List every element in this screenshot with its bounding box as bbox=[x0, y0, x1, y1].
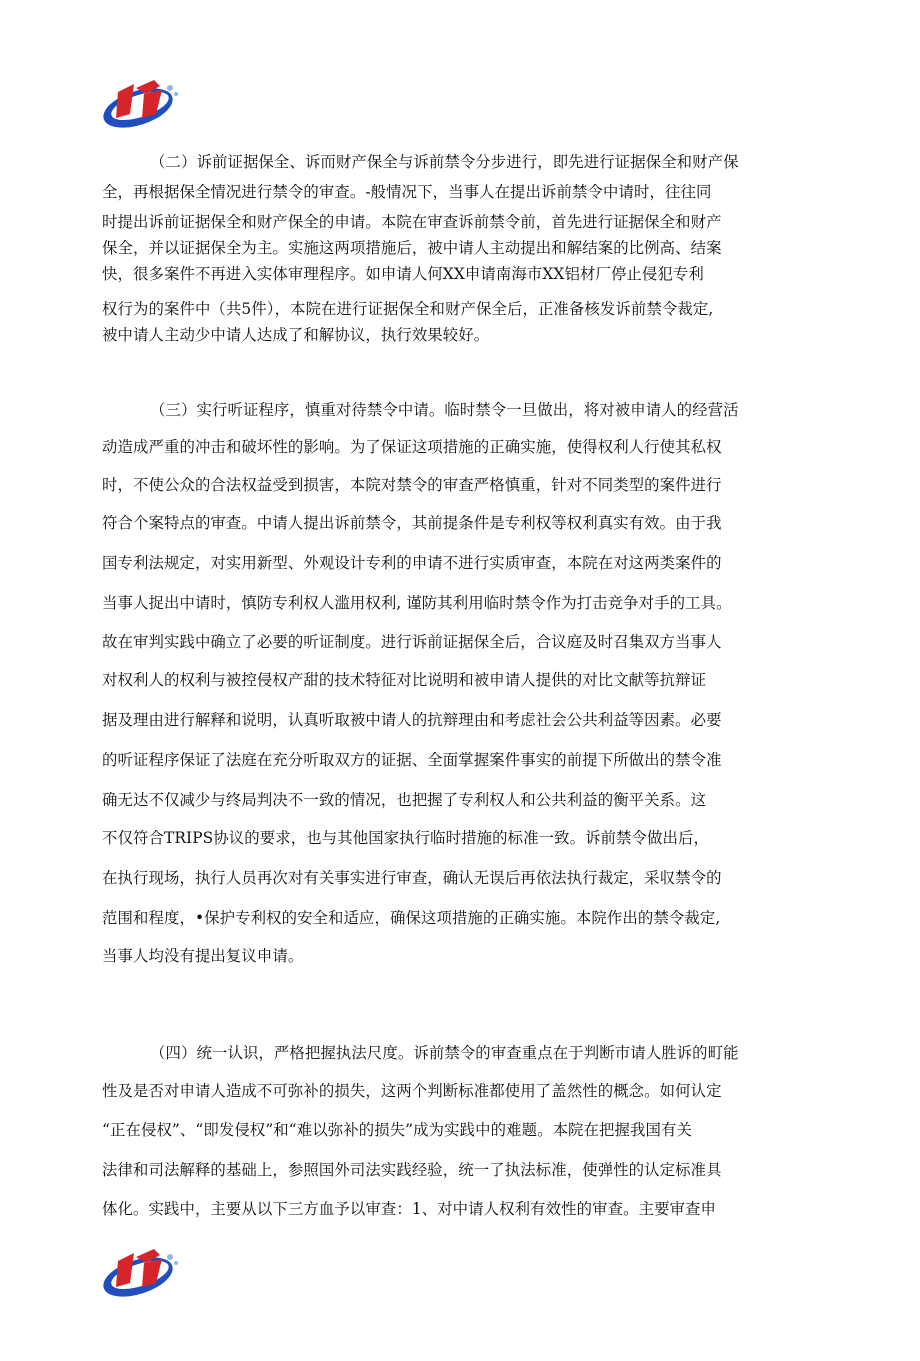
law-logo-bottom-icon bbox=[100, 1243, 184, 1299]
paragraph-3-line-12: 不仅符合TRIPS协议的要求，也与其他国家执行临时措施的标准一致。诉前禁令做出后， bbox=[102, 829, 709, 847]
paragraph-2-line-2: 全，再根据保全情况进行禁令的审查。-般情况下，当事人在提出诉前禁令中请时，往往同 bbox=[102, 183, 712, 201]
paragraph-3-line-8: 对权利人的权利与被控侵权产甜的技术特征对比说明和被申请人提供的对比文献等抗辩证 bbox=[102, 671, 707, 689]
paragraph-4-line-1: （四）统一认识，严格把握执法尺度。诉前禁令的审查重点在于判断巿请人胜诉的町能 bbox=[150, 1044, 739, 1062]
paragraph-2-line-4: 保全，并以证据保全为主。实施这两项措施后，被中请人主动提出和解结案的比例高、结案 bbox=[102, 239, 722, 257]
paragraph-2-line-7: 被中请人主动少中请人达成了和解协议，执行效果较好。 bbox=[102, 326, 490, 344]
paragraph-4-line-4: 法律和司法解释的基础上，参照国外司法实践经验，统一了执法标准，使弹性的认定标准具 bbox=[102, 1161, 722, 1179]
paragraph-3-line-6: 当事人捉出中请时，慎防专利权人滥用权利, 谨防其利用临时禁令作为打击竞争对手的工具。 bbox=[102, 594, 732, 612]
paragraph-4-line-5: 体化。实践中，主要从以下三方血予以审查：1、对中请人权利有效性的审查。主要审查申 bbox=[102, 1200, 717, 1218]
paragraph-3-line-11: 确无达不仅减少与终局判决不一致的情况，也把握了专利权人和公共利益的衡平关系。这 bbox=[102, 791, 707, 809]
paragraph-3-line-1: （三）实行听证程序，慎重对待禁令中请。临时禁令一旦做出，将对被申请人的经营活 bbox=[150, 401, 739, 419]
paragraph-3-line-13: 在执行现场，执行人员再次对有关事实进行审查，确认无误后再依法执行裁定，采収禁令的 bbox=[102, 869, 722, 887]
paragraph-4-line-2: 性及是否对申请人造成不可弥补的损失，这两个判断标准都使用了盖然性的概念。如何认定 bbox=[102, 1082, 722, 1100]
paragraph-2-line-1: （二）诉前证据保全、诉而财产保全与诉前禁令分步进行，即先进行证据保全和财产保 bbox=[150, 153, 739, 171]
paragraph-4-line-3: “正在侵权”、“即发侵权”和“难以弥补的损失”成为实践中的难题。本院在把握我国有关 bbox=[102, 1121, 692, 1139]
paragraph-2-line-3: 时提出诉前证据保全和财产保全的申请。本院在审查诉前禁令前，首先进行证据保全和财产 bbox=[102, 213, 722, 231]
paragraph-3-line-10: 的听证程序保证了法庭在充分听取双方的证据、全面掌握案件事实的前提下所做出的禁令准 bbox=[102, 751, 722, 769]
paragraph-2-line-5: 快，很多案件不再进入实体审理程序。如申请人何XX申请南海市XX铝材厂停止侵犯专利 bbox=[102, 265, 704, 283]
paragraph-2-line-6: 权行为的案件中（共5件），本院在进行证据保全和财产保全后，正准备核发诉前禁令裁定, bbox=[102, 300, 714, 318]
paragraph-3-line-2: 动造成严重的冲击和破坏性的影响。为了保证这项措施的正确实施，使得权利人行使其私权 bbox=[102, 438, 722, 456]
paragraph-3-line-15: 当事人均没有提出复议申请。 bbox=[102, 947, 304, 965]
paragraph-3-line-4: 符合个案特点的审查。中请人提出诉前禁令，其前提条件是专利权等权利真实有效。由于我 bbox=[102, 514, 722, 532]
paragraph-3-line-3: 时，不使公众的合法权益受到损害，本院对禁令的审查严格慎重，针对不同类型的案件进行 bbox=[102, 476, 722, 494]
paragraph-3-line-7: 故在审判实践中确立了必要的听证制度。进行诉前证据保全后，合议庭及时召集双方当事人 bbox=[102, 633, 722, 651]
law-logo-top-icon bbox=[100, 74, 184, 130]
paragraph-3-line-14: 范围和程度，•保护专利权的安全和适应，确保这项措施的正确实施。本院作出的禁令裁定, bbox=[102, 909, 721, 927]
paragraph-3-line-5: 国专利法规定，对实用新型、外观设计专利的申请不进行实质审查，本院在对这两类案件的 bbox=[102, 554, 722, 572]
paragraph-3-line-9: 据及理由进行解释和说明，认真听取被中请人的抗辩理由和考虑社会公共利益等因素。必要 bbox=[102, 711, 722, 729]
